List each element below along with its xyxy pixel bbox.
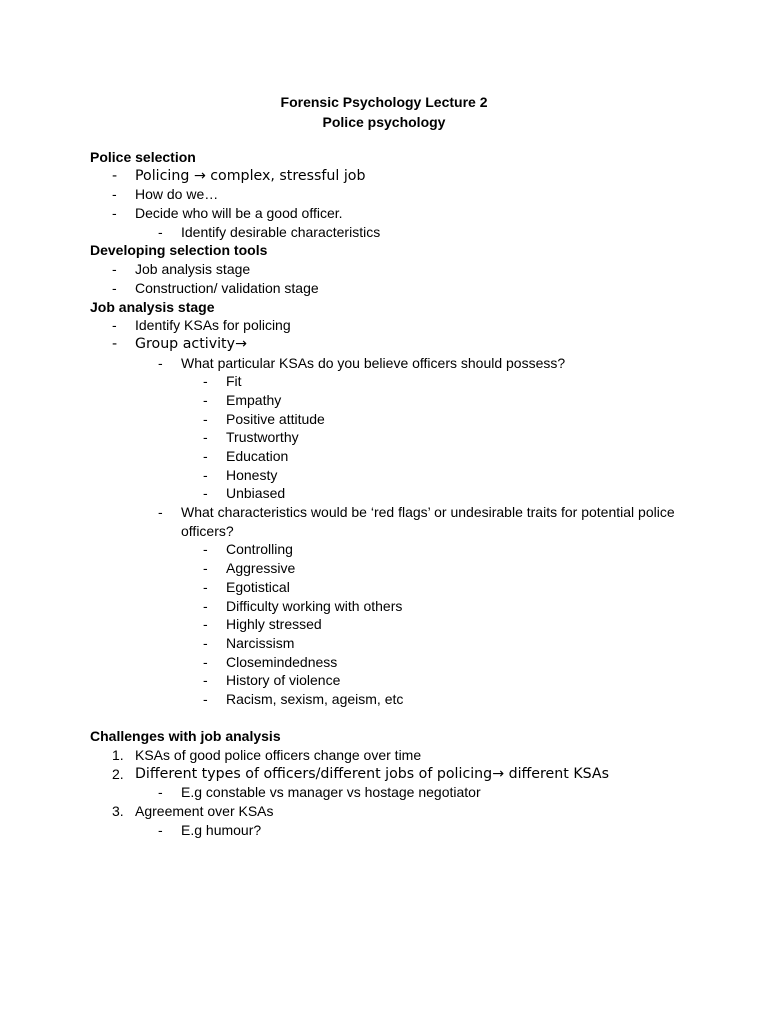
list-item: - Identify KSAs for policing	[112, 317, 291, 334]
dash-marker: -	[112, 317, 117, 334]
dash-marker: -	[203, 485, 208, 502]
trait-item: - Fit	[203, 373, 242, 390]
blank-line	[90, 709, 690, 728]
document-body	[90, 148, 690, 839]
list-item: - How do we…	[112, 186, 219, 203]
trait-item: - Narcissism	[203, 634, 295, 651]
trait-item: - Honesty	[203, 466, 278, 483]
trait-item: - Education	[203, 448, 289, 464]
list-item	[90, 503, 690, 540]
dash-marker: -	[158, 504, 163, 521]
dash-marker: -	[112, 186, 117, 203]
number-marker: 2.	[112, 765, 124, 782]
trait-item: - Aggressive	[203, 560, 296, 577]
trait-item: - History of violence	[203, 672, 341, 689]
dash-marker: -	[203, 634, 208, 651]
list-item: - Group activity→	[112, 335, 247, 352]
dash-marker: -	[158, 223, 163, 240]
dash-marker: -	[203, 410, 208, 427]
list-item: - Decide who will be a good officer.	[112, 205, 343, 222]
dash-marker: -	[203, 672, 208, 689]
dash-marker: -	[112, 205, 117, 222]
dash-marker: -	[203, 690, 208, 707]
dash-marker: -	[203, 578, 208, 595]
title-block	[0, 92, 768, 132]
numbered-item: 2. Different types of officers/different jobs of policing→ different KSAs	[112, 765, 610, 782]
trait-item: - Controlling	[203, 541, 293, 558]
number-marker: 3.	[112, 803, 124, 820]
numbered-item: 3. Agreement over KSAs	[112, 803, 274, 820]
dash-marker: -	[112, 167, 118, 184]
dash-marker: -	[203, 448, 208, 464]
section-heading-developing-tools: Developing selection tools	[90, 242, 268, 259]
trait-item: - Egotistical	[203, 578, 290, 595]
trait-item: - Highly stressed	[203, 616, 322, 633]
trait-item: - Closemindedness	[203, 653, 338, 670]
section-heading-police-selection: Police selection	[90, 149, 196, 165]
trait-item: - Empathy	[203, 391, 282, 408]
list-item: - What particular KSAs do you believe officers should possess?	[158, 354, 566, 371]
document-title: Forensic Psychology Lecture 2	[280, 94, 488, 110]
trait-item: - Difficulty working with others	[203, 597, 403, 614]
dash-marker: -	[203, 391, 208, 408]
dash-marker: -	[203, 373, 208, 390]
dash-marker: -	[158, 354, 163, 371]
dash-marker: -	[112, 279, 117, 296]
list-item: - E.g humour?	[158, 821, 262, 838]
trait-item: - Racism, sexism, ageism, etc	[203, 690, 404, 707]
dash-marker: -	[203, 597, 208, 614]
numbered-item: 1. KSAs of good police officers change over time	[112, 747, 422, 764]
dash-marker: -	[112, 335, 118, 352]
dash-marker: -	[203, 541, 208, 558]
trait-item: - Trustworthy	[203, 429, 299, 446]
section-heading-job-analysis: Job analysis stage	[90, 298, 215, 315]
trait-item: - Unbiased	[203, 485, 286, 502]
dash-marker: -	[112, 261, 117, 278]
number-marker: 1.	[112, 747, 124, 764]
dash-marker: -	[203, 429, 208, 446]
dash-marker: -	[203, 466, 208, 483]
dash-marker: -	[203, 653, 208, 670]
document-subtitle: Police psychology	[322, 114, 446, 130]
dash-marker: -	[203, 560, 208, 577]
red-flags-question: What characteristics would be ‘red flags’ or undesirable traits for potential police officers?	[181, 504, 675, 539]
dash-marker: -	[158, 821, 163, 838]
section-heading-challenges: Challenges with job analysis	[90, 728, 281, 745]
list-item: - Job analysis stage	[112, 261, 251, 278]
dash-marker: -	[158, 784, 163, 801]
dash-marker: -	[203, 616, 208, 633]
list-item: - Identify desirable characteristics	[158, 223, 381, 240]
list-item: - E.g constable vs manager vs hostage negotiator	[158, 784, 481, 801]
trait-item: - Positive attitude	[203, 410, 325, 427]
list-item: - Policing → complex, stressful job	[112, 167, 366, 184]
list-item: - Construction/ validation stage	[112, 279, 319, 296]
